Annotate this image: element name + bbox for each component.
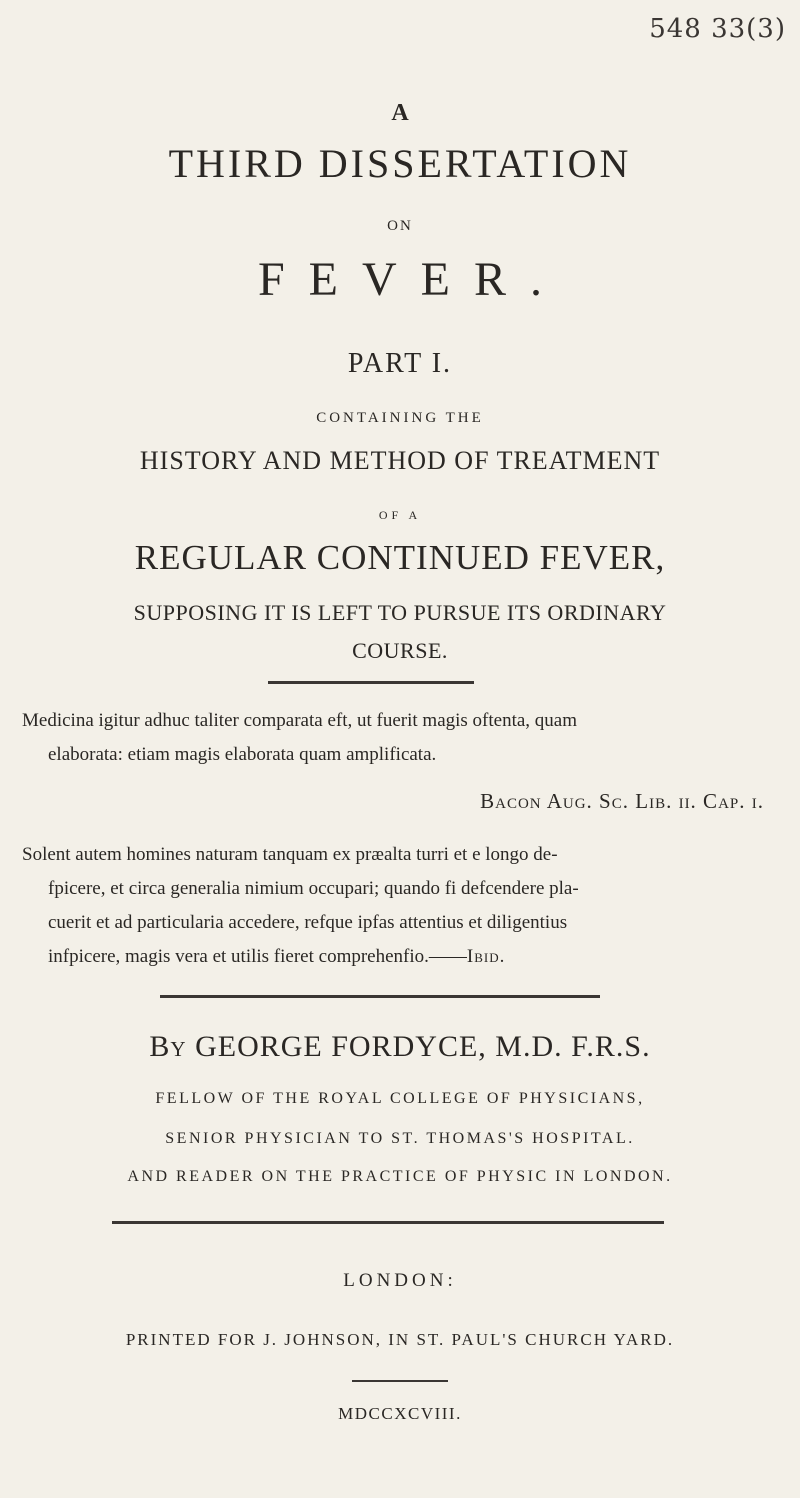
epigraph-line: cuerit et ad particularia accedere, refque ipfas attentius et diligentius [48,912,568,933]
imprint-date: MDCCXCVIII. [338,1404,462,1423]
epigraph-line: fpicere, et circa generalia nimium occupari; quando fi defcendere pla- [48,878,579,899]
divider-rule [160,995,600,998]
course-line: COURSE. [352,638,448,663]
epigraph-line: Medicina igitur adhuc taliter comparata eft, ut fuerit magis oftenta, quam [22,710,578,731]
author-credential: AND READER ON THE PRACTICE OF PHYSIC IN LONDON. [127,1168,673,1185]
part-label: PART I. [347,348,453,379]
divider-rule [112,1221,664,1224]
supposing-line: SUPPOSING IT IS LEFT TO PURSUE ITS ORDINARY [133,600,667,625]
author-credential: SENIOR PHYSICIAN TO ST. THOMAS'S HOSPITAL. [165,1130,635,1147]
imprint-city: LONDON: [343,1270,457,1291]
containing-line: CONTAINING THE [316,410,484,426]
title-on: ON [387,218,413,234]
subject-title: FEVER. [257,253,566,306]
imprint-printer: PRINTED FOR J. JOHNSON, IN ST. PAUL'S CHURCH YARD. [125,1330,675,1349]
author-name: GEORGE FORDYCE, M.D. F.R.S. [195,1030,651,1063]
divider-rule [268,681,474,684]
epigraph-dash: —— [428,946,467,967]
author-line [0,1030,800,1064]
epigraph-source: Bacon Aug. Sc. Lib. ii. Cap. i. [480,789,764,813]
author-credential: FELLOW OF THE ROYAL COLLEGE OF PHYSICIANS, [155,1090,645,1107]
epigraph-source: Ibid. [466,946,506,967]
epigraph-line: Solent autem homines naturam tanquam ex præalta turri et e longo de- [22,844,558,865]
divider-rule [352,1380,448,1382]
title-article: A [391,100,409,126]
history-line: HISTORY AND METHOD OF TREATMENT [139,446,661,475]
main-title: THIRD DISSERTATION [168,141,632,186]
epigraph-line-final [48,940,505,974]
epigraph-text: infpicere, magis vera et utilis fieret comprehenfio. [48,946,429,967]
author-by: By [149,1030,187,1063]
of-a-line: OF A [378,508,422,522]
shelfmark: 548 33(3) [649,14,786,44]
regular-fever-line: REGULAR CONTINUED FEVER, [134,538,666,577]
epigraph-line: elaborata: etiam magis elaborata quam amplificata. [48,744,437,765]
